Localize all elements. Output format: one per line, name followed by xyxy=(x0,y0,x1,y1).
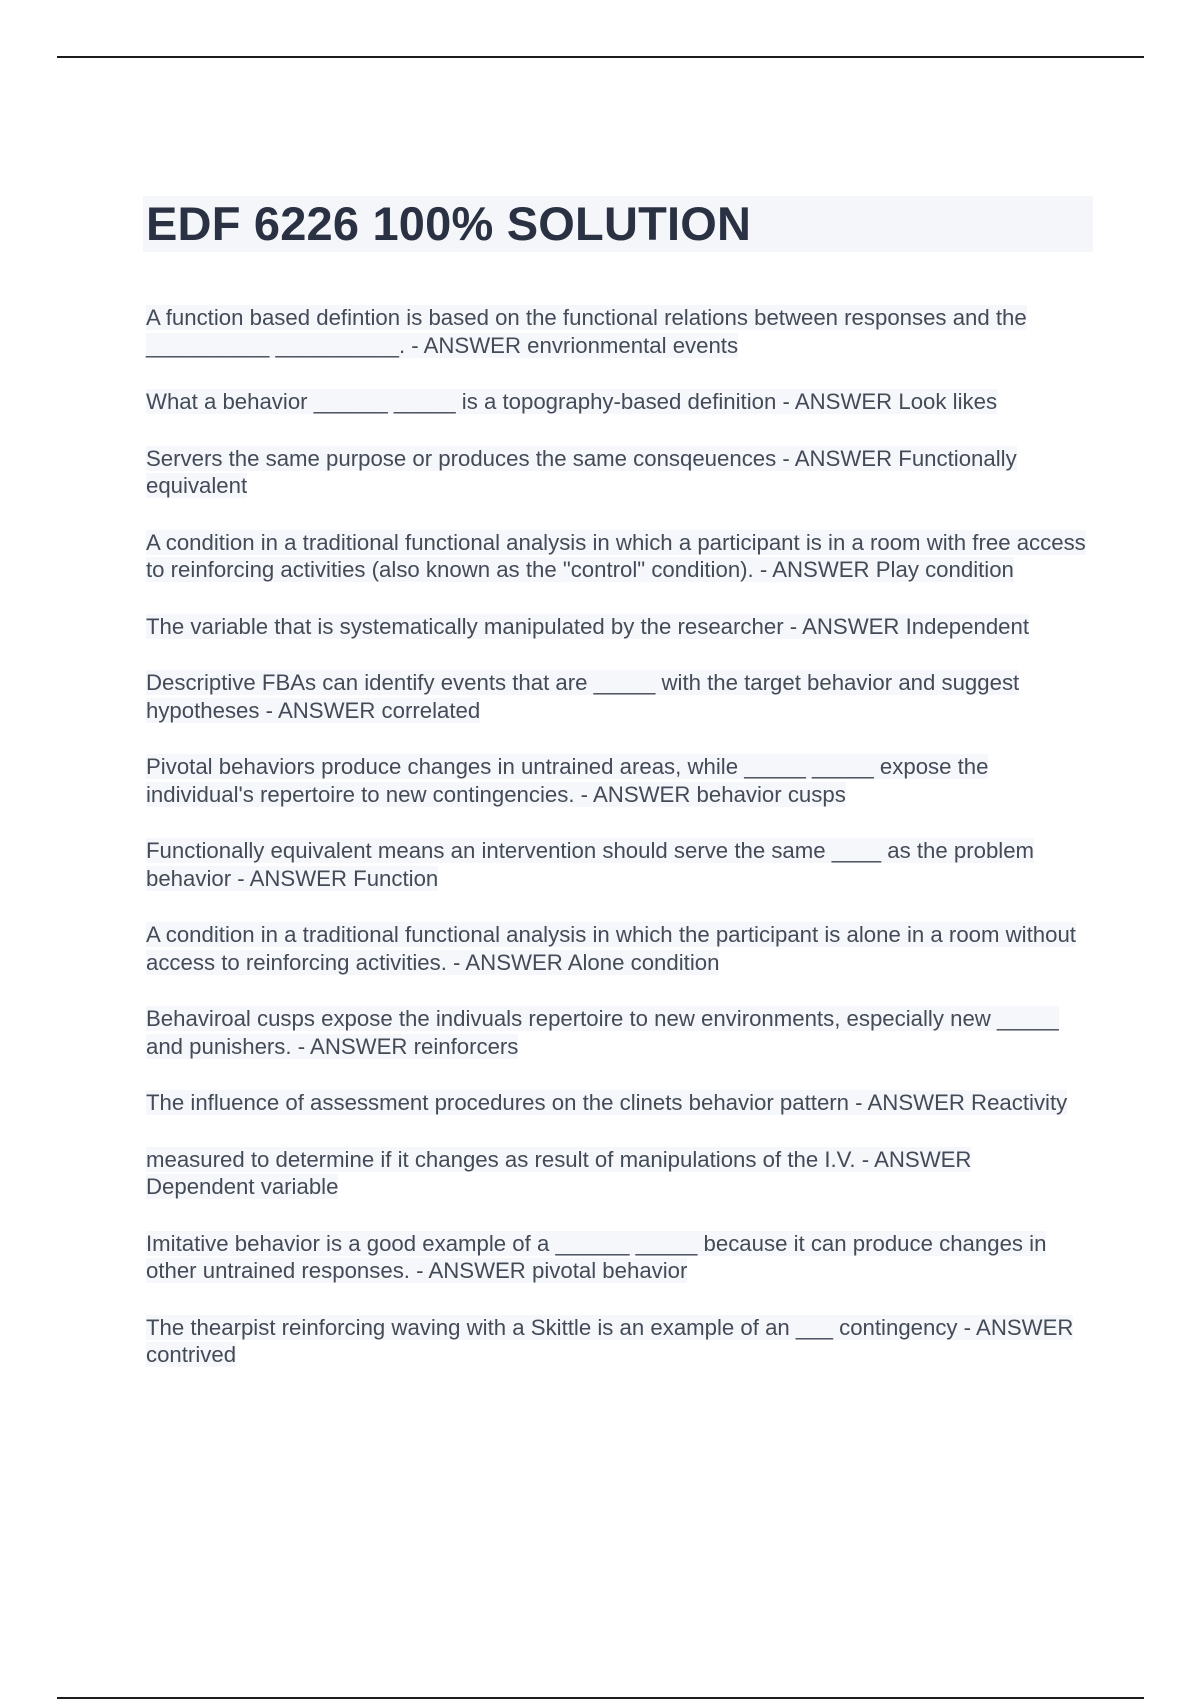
qa-text: Behaviroal cusps expose the indivuals repertoire to new environments, especially new _____ and punishers. - ANSWER reinforcers xyxy=(146,1006,1059,1059)
qa-item xyxy=(146,1089,1086,1117)
page-top-rule xyxy=(57,56,1144,58)
qa-text: The thearpist reinforcing waving with a Skittle is an example of an ___ contingency - ANSWER contrived xyxy=(146,1314,1074,1367)
qa-text: What a behavior ______ _____ is a topography-based definition - ANSWER Look likes xyxy=(146,389,998,414)
qa-item xyxy=(146,1005,1086,1060)
qa-text: Descriptive FBAs can identify events that are _____ with the target behavior and suggest hypotheses - ANSWER correlated xyxy=(146,670,1020,723)
qa-item xyxy=(146,753,1086,808)
qa-list xyxy=(146,304,1086,1398)
qa-text: Functionally equivalent means an intervention should serve the same ____ as the problem behavior - ANSWER Function xyxy=(146,838,1035,891)
page-bottom-rule xyxy=(57,1697,1144,1699)
qa-item xyxy=(146,1314,1086,1369)
qa-text: measured to determine if it changes as result of manipulations of the I.V. - ANSWER Dependent variable xyxy=(146,1146,972,1199)
qa-item xyxy=(146,837,1086,892)
qa-item xyxy=(146,445,1086,500)
qa-item xyxy=(146,921,1086,976)
qa-text: Servers the same purpose or produces the same consqeuences - ANSWER Functionally equivalent xyxy=(146,445,1017,498)
qa-item xyxy=(146,304,1086,359)
qa-item xyxy=(146,388,1086,416)
qa-text: The influence of assessment procedures on the clinets behavior pattern - ANSWER Reactivity xyxy=(146,1090,1068,1115)
qa-text: Pivotal behaviors produce changes in untrained areas, while _____ _____ expose the individual's repertoire to new contingencies. - ANSWER behavior cusps xyxy=(146,754,989,807)
qa-item xyxy=(146,669,1086,724)
qa-text: A condition in a traditional functional analysis in which a participant is in a room with free access to reinforcing activities (also known as the "control" condition). - ANSWER Play condition xyxy=(146,529,1086,582)
qa-text: The variable that is systematically manipulated by the researcher - ANSWER Independent xyxy=(146,613,1030,639)
qa-item xyxy=(146,613,1086,641)
document-title: EDF 6226 100% SOLUTION xyxy=(146,197,752,250)
qa-text: Imitative behavior is a good example of a ______ _____ because it can produce changes in other untrained responses. - ANSWER pivotal behavior xyxy=(146,1230,1047,1283)
qa-text: A condition in a traditional functional analysis in which the participant is alone in a room without access to reinforcing activities. - ANSWER Alone condition xyxy=(146,922,1076,975)
qa-text: A function based defintion is based on the functional relations between responses and the __________ __________. - ANSWER envrionmental events xyxy=(146,305,1027,358)
qa-item xyxy=(146,1146,1086,1201)
qa-item xyxy=(146,529,1086,584)
qa-item xyxy=(146,1230,1086,1285)
